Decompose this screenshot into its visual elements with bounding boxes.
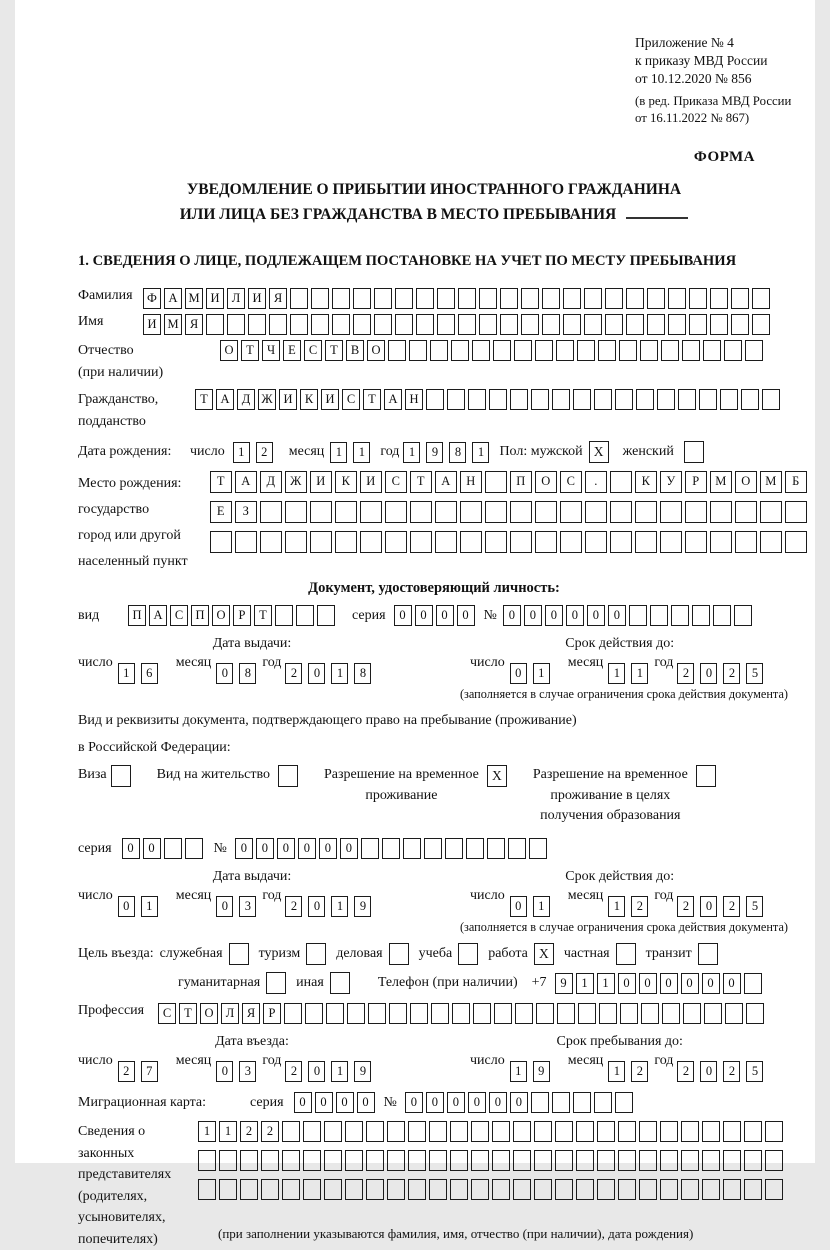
passport-expiry-year[interactable]: 2 0 2 5 [677, 663, 769, 684]
purpose-business-checkbox[interactable] [389, 943, 409, 965]
birth-place-row3-boxes[interactable] [210, 531, 810, 553]
rvp-expiry-group: Срок действия до: число0 1месяц1 2год2 0 2 5 [470, 869, 769, 917]
patronymic-row [78, 340, 790, 383]
doc-number-boxes[interactable]: 0 0 0 0 0 0 [503, 605, 755, 626]
rvp-series-row [78, 838, 790, 859]
birth-date-row: Дата рождения: число 1 2 месяц 1 1 год 1 9 8 1 Пол: мужской X женский [78, 441, 790, 463]
purpose-tourism: туризм [259, 943, 327, 965]
stay-day[interactable]: 1 9 [510, 1061, 556, 1082]
profession-label: Профессия [78, 1003, 145, 1019]
migration-number-boxes[interactable]: 0 0 0 0 0 0 [405, 1092, 636, 1113]
rvp-expiry-note: (заполняется в случае ограничения срока действия документа) [459, 920, 788, 935]
visa-option [78, 765, 131, 787]
purpose-private-checkbox[interactable] [616, 943, 636, 965]
given-name-row [78, 314, 790, 335]
residence-doc-text: Вид и реквизиты документа, подтверждающего право на пребывание (проживание) в Российской Федерации: [78, 713, 577, 755]
birth-day-boxes[interactable]: 1 2 [233, 442, 279, 463]
temp-residence-edu-checkbox[interactable] [696, 765, 716, 787]
migration-card-row [78, 1092, 790, 1113]
rvp-issue-group: Дата выдачи: число0 1месяц0 3год2 0 1 9 [78, 869, 426, 917]
representatives-note: (при заполнении указываются фамилия, имя, отчество (при наличии), дата рождения) [218, 1226, 694, 1242]
representatives-row1-boxes[interactable]: 1 1 2 2 [198, 1121, 786, 1142]
birth-date-label: Дата рождения: [78, 444, 172, 460]
purpose-humanitarian: гуманитарная [178, 972, 286, 994]
rvp-issue-day[interactable]: 0 1 [118, 896, 164, 917]
visit-purpose-label: Цель въезда: [78, 946, 154, 962]
purpose-transit-checkbox[interactable] [698, 943, 718, 965]
arrival-notification-form [15, 0, 815, 1247]
surname-boxes[interactable]: Ф А М И Л И Я [143, 288, 773, 309]
surname-row [78, 288, 790, 309]
doc-kind-label: вид [78, 607, 100, 623]
stay-until-group: Срок пребывания до: число1 9месяц1 2год2 0 2 5 [470, 1034, 769, 1082]
phone-prefix: +7 [531, 975, 547, 991]
purpose-study: учеба [419, 943, 479, 965]
doc-number-label: № [483, 607, 497, 623]
purpose-business: деловая [336, 943, 408, 965]
entry-month[interactable]: 0 3 [216, 1061, 262, 1082]
birth-place-row2-boxes[interactable]: Е З [210, 501, 810, 523]
purpose-transit: транзит [646, 943, 718, 965]
phone-label: Телефон (при наличии) [377, 975, 518, 991]
temp-residence-edu-option [533, 765, 716, 826]
purpose-official-checkbox[interactable] [229, 943, 249, 965]
birth-year-boxes[interactable]: 1 9 8 1 [403, 442, 495, 463]
passport-expiry-month[interactable]: 1 1 [608, 663, 654, 684]
entry-day[interactable]: 2 7 [118, 1061, 164, 1082]
purpose-private: частная [564, 943, 636, 965]
rvp-series-label: серия [78, 840, 112, 856]
temp-residence-checkbox[interactable]: X [487, 765, 507, 787]
visa-label: Виза [78, 767, 107, 783]
citizenship-row [78, 389, 790, 432]
passport-issue-day[interactable]: 1 6 [118, 663, 164, 684]
expiry-note: (заполняется в случае ограничения срока действия документа) [459, 687, 788, 702]
sex-male-checkbox[interactable]: X [589, 441, 609, 463]
edition-line: от 16.11.2022 № 867) [635, 110, 750, 125]
entry-dates-row [78, 1034, 790, 1082]
appendix-line: к приказу МВД России [635, 52, 768, 68]
appendix-line: от 10.12.2020 № 856 [635, 70, 752, 86]
visit-purpose-row [78, 943, 790, 965]
migration-series-boxes[interactable]: 0 0 0 0 [294, 1092, 378, 1113]
expiry-title: Срок действия до: [565, 636, 675, 652]
identity-doc-heading: Документ, удостоверяющий личность: [308, 580, 560, 597]
temp-residence-edu-label: Разрешение на временное проживание в целях получения образования [532, 767, 688, 824]
profession-row [78, 1003, 790, 1024]
rvp-expiry-day[interactable]: 0 1 [510, 896, 556, 917]
patronymic-note: (при наличии) [78, 365, 164, 381]
temp-residence-label: Разрешение на временное проживание [323, 767, 479, 803]
rvp-expiry-month[interactable]: 1 2 [608, 896, 654, 917]
temp-residence-option [324, 765, 507, 806]
purpose-tourism-checkbox[interactable] [306, 943, 326, 965]
patronymic-boxes[interactable]: О Т Ч Е С Т В О [220, 340, 766, 361]
birth-place-labels: Место рождения: государство город или другой населенный пункт [78, 476, 188, 570]
purpose-study-checkbox[interactable] [458, 943, 478, 965]
surname-label: Фамилия [78, 288, 133, 304]
birth-month-boxes[interactable]: 1 1 [330, 442, 376, 463]
doc-series-boxes[interactable]: 0 0 0 0 [394, 605, 478, 626]
residence-permit-label: Вид на жительство [156, 767, 270, 783]
form-label: ФОРМА [693, 148, 755, 165]
rvp-dates-row [78, 869, 790, 917]
citizenship-label: Гражданство, подданство [78, 391, 159, 429]
visit-purpose-row-2 [178, 972, 790, 994]
representatives-labels: Сведения о законных представителях (родителях, усыновителях, попечителях) [78, 1124, 172, 1247]
passport-issue-group: Дата выдачи: число1 6месяц0 8год2 0 1 8 [78, 636, 426, 684]
entry-year[interactable]: 2 0 1 9 [285, 1061, 377, 1082]
migration-series-label: серия [250, 1094, 284, 1110]
residence-permit-option [157, 765, 298, 787]
given-name-label: Имя [78, 314, 104, 330]
passport-expiry-group: Срок действия до: число0 1месяц1 1год2 0 2 5 [470, 636, 769, 684]
blank-underline [626, 203, 688, 219]
passport-dates-row [78, 636, 790, 684]
given-name-boxes[interactable]: И М Я [143, 314, 773, 335]
stay-month[interactable]: 1 2 [608, 1061, 654, 1082]
phone-boxes[interactable]: 9 1 1 0 0 0 0 0 0 [555, 973, 765, 994]
form-title [78, 178, 790, 228]
rvp-number-label: № [213, 840, 227, 856]
appendix-line: Приложение № 4 [635, 35, 734, 50]
passport-issue-month[interactable]: 0 8 [216, 663, 262, 684]
title-line-1: УВЕДОМЛЕНИЕ О ПРИБЫТИИ ИНОСТРАННОГО ГРАЖДАНИНА [186, 180, 682, 198]
visa-checkbox[interactable] [111, 765, 131, 787]
passport-expiry-day[interactable]: 0 1 [510, 663, 556, 684]
residence-permit-checkbox[interactable] [278, 765, 298, 787]
title-line-2: ИЛИ ЛИЦА БЕЗ ГРАЖДАНСТВА В МЕСТО ПРЕБЫВАНИЯ [78, 203, 790, 228]
patronymic-label: Отчество (при наличии) [78, 343, 164, 381]
section1-heading: 1. СВЕДЕНИЯ О ЛИЦЕ, ПОДЛЕЖАЩЕМ ПОСТАНОВКЕ НА УЧЕТ ПО МЕСТУ ПРЕБЫВАНИЯ [78, 253, 737, 270]
purpose-official: служебная [160, 943, 249, 965]
appendix-block [635, 34, 830, 127]
purpose-humanitarian-checkbox[interactable] [266, 972, 286, 994]
sex-female-checkbox[interactable] [684, 441, 704, 463]
migration-number-label: № [383, 1094, 397, 1110]
representatives-row2-boxes[interactable] [198, 1150, 786, 1171]
residence-doc-options [78, 765, 790, 826]
rvp-issue-month[interactable]: 0 3 [216, 896, 262, 917]
rvp-series-boxes[interactable]: 0 0 [122, 838, 206, 859]
sex-male-label: Пол: мужской [499, 444, 583, 460]
migration-card-label: Миграционная карта: [78, 1094, 207, 1110]
purpose-other: иная [296, 972, 350, 994]
birth-place-block [78, 471, 800, 575]
doc-kind-boxes[interactable]: П А С П О Р Т [128, 605, 338, 626]
profession-boxes[interactable]: С Т О Л Я Р [158, 1003, 767, 1024]
doc-series-label: серия [352, 607, 386, 623]
representatives-row3-boxes[interactable] [198, 1179, 786, 1200]
rvp-number-boxes[interactable]: 0 0 0 0 0 0 [235, 838, 550, 859]
purpose-work: работа X [488, 943, 554, 965]
rvp-expiry-year[interactable]: 2 0 2 5 [677, 896, 769, 917]
birth-place-row1-boxes[interactable]: Т А Д Ж И К И С Т А Н П О С . К У Р М О М Б [210, 471, 810, 493]
representatives-block [78, 1121, 790, 1250]
sex-female-label: женский [622, 444, 674, 460]
stay-year[interactable]: 2 0 2 5 [677, 1061, 769, 1082]
identity-doc-row [78, 605, 790, 626]
purpose-work-checkbox[interactable]: X [534, 943, 554, 965]
edition-line: (в ред. Приказа МВД России [635, 93, 792, 108]
entry-date-group: Дата въезда: число2 7месяц0 3год2 0 1 9 [78, 1034, 426, 1082]
passport-issue-year[interactable]: 2 0 1 8 [285, 663, 377, 684]
rvp-issue-year[interactable]: 2 0 1 9 [285, 896, 377, 917]
issue-title: Дата выдачи: [212, 636, 292, 652]
purpose-other-checkbox[interactable] [330, 972, 350, 994]
citizenship-boxes[interactable]: Т А Д Ж И К И С Т А Н [195, 389, 783, 410]
